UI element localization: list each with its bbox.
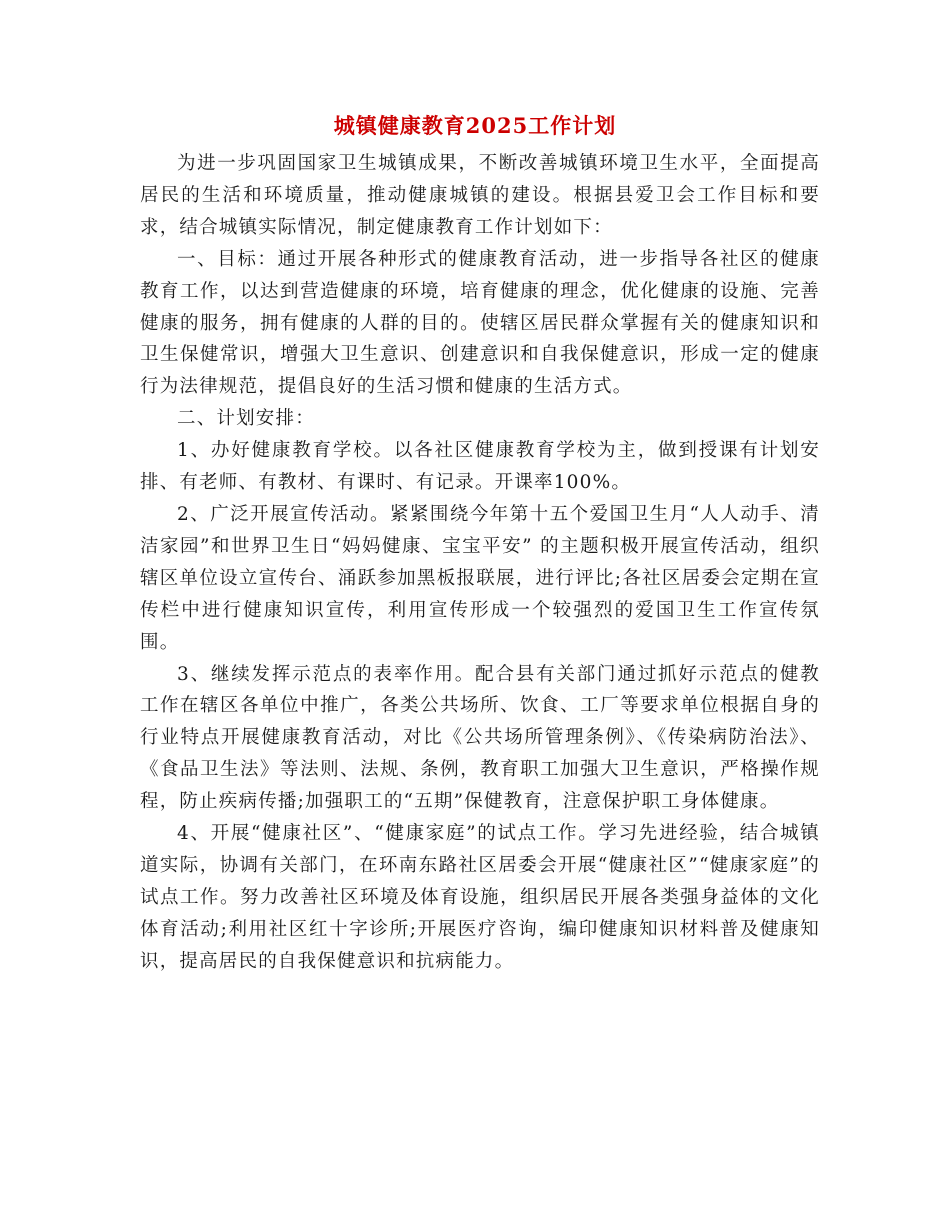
paragraph-item-1: 1、办好健康教育学校。以各社区健康教育学校为主，做到授课有计划安排、有老师、有教材、有课时、有记录。开课率100%。 <box>140 440 820 494</box>
paragraph-item-2: 2、广泛开展宣传活动。紧紧围绕今年第十五个爱国卫生月“人人动手、清洁家园”和世界卫生日“妈妈健康、宝宝平安” 的主题积极开展宣传活动，组织辖区单位设立宣传台、涌跃参加黑板报联展，进行评比;各社区居委会定期在宣传栏中进行健康知识宣传，利用宣传形成一个较强烈的爱国卫生工作宣传氛围。 <box>140 503 820 653</box>
paragraph-plan-heading: 二、计划安排： <box>177 408 315 430</box>
paragraph-intro: 为进一步巩固国家卫生城镇成果，不断改善城镇环境卫生水平，全面提高居民的生活和环境质量，推动健康城镇的建设。根据县爱卫会工作目标和要求，结合城镇实际情况，制定健康教育工作计划如下： <box>140 153 820 238</box>
document-body <box>140 148 820 978</box>
paragraph-item-3: 3、继续发挥示范点的表率作用。配合县有关部门通过抓好示范点的健教工作在辖区各单位中推广，各类公共场所、饮食、工厂等要求单位根据自身的行业特点开展健康教育活动，对比《公共场所管理条例》、《传染病防治法》、《食品卫生法》等法则、法规、条例，教育职工加强大卫生意识，严格操作规程，防止疾病传播;加强职工的“五期”保健教育，注意保护职工身体健康。 <box>140 663 820 813</box>
paragraph-item-4: 4、开展“健康社区”、“健康家庭”的试点工作。学习先进经验，结合城镇道实际，协调有关部门，在环南东路社区居委会开展“健康社区”“健康家庭”的试点工作。努力改善社区环境及体育设施，组织居民开展各类强身益体的文化体育活动;利用社区红十字诊所;开展医疗咨询，编印健康知识材料普及健康知识，提高居民的自我保健意识和抗病能力。 <box>140 823 820 972</box>
paragraph-goal: 一、目标：通过开展各种形式的健康教育活动，进一步指导各社区的健康教育工作，以达到营造健康的环境，培育健康的理念，优化健康的设施、完善健康的服务，拥有健康的人群的目的。使辖区居民群众掌握有关的健康知识和卫生保健常识，增强大卫生意识、创建意识和自我保健意识，形成一定的健康行为法律规范，提倡良好的生活习惯和健康的生活方式。 <box>140 248 820 398</box>
document-title: 城镇健康教育2025工作计划 <box>333 113 617 138</box>
